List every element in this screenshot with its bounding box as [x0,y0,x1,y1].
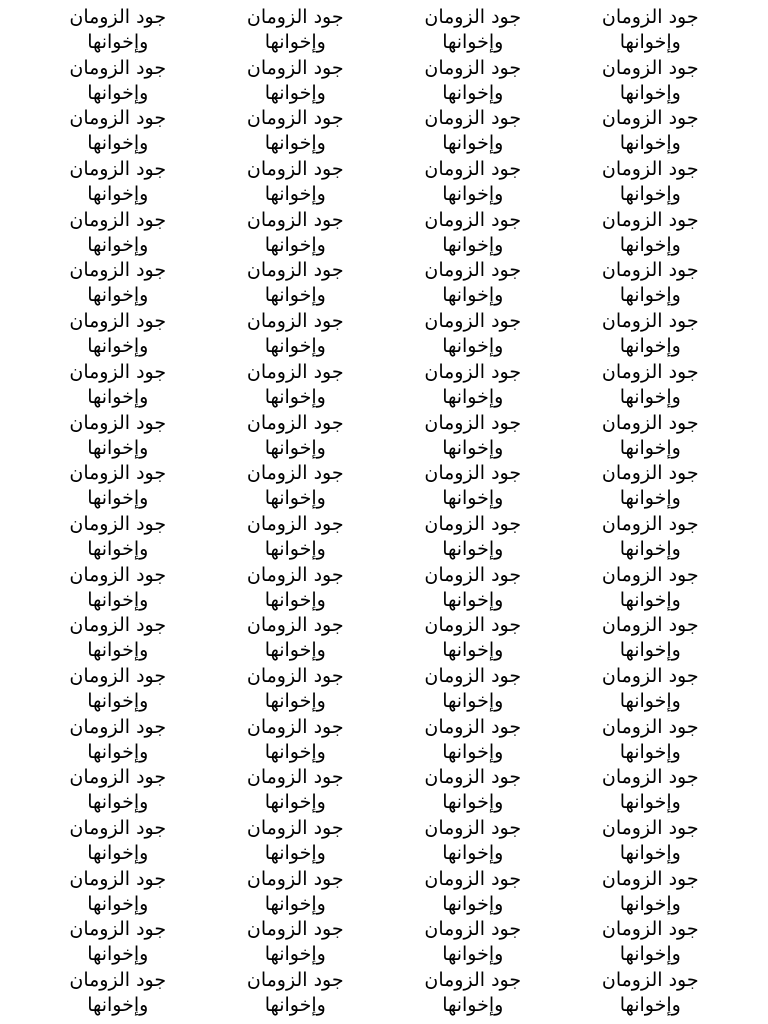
label-name-line: جود الزومان [424,664,522,687]
label-suffix-line: وإخوانها [264,81,326,104]
address-label [562,208,740,259]
label-name-line: جود الزومان [424,6,522,28]
label-suffix-line: وإخوانها [264,31,326,53]
label-name-line: جود الزومان [246,310,344,333]
label-name-line: جود الزومان [601,6,699,28]
address-label [207,208,385,259]
address-label [29,563,207,614]
address-label [562,157,740,208]
label-sheet [29,5,739,1019]
address-label [207,411,385,462]
address-label [562,917,740,968]
label-suffix-line: وإخوانها [264,385,326,408]
label-name-line: جود الزومان [69,867,167,890]
label-suffix-line: وإخوانها [619,994,681,1017]
address-label [384,360,562,411]
label-name-line: جود الزومان [69,158,167,181]
address-label [562,5,740,56]
address-label [562,106,740,157]
label-suffix-line: وإخوانها [442,81,504,104]
address-label [562,867,740,918]
address-label [384,5,562,56]
label-name-line: جود الزومان [601,512,699,535]
label-suffix-line: وإخوانها [442,385,504,408]
label-suffix-line: وإخوانها [87,335,149,358]
address-label [29,157,207,208]
label-name-line: جود الزومان [424,969,522,992]
label-name-line: جود الزومان [424,158,522,181]
label-name-line: جود الزومان [246,867,344,890]
label-name-line: جود الزومان [424,310,522,333]
label-name-line: جود الزومان [246,614,344,637]
address-label [384,765,562,816]
address-label [562,512,740,563]
label-name-line: جود الزومان [246,512,344,535]
label-suffix-line: وإخوانها [619,537,681,560]
label-name-line: جود الزومان [601,208,699,231]
label-suffix-line: وإخوانها [442,689,504,712]
label-name-line: جود الزومان [69,715,167,738]
address-label [384,968,562,1019]
label-name-line: جود الزومان [246,462,344,485]
label-name-line: جود الزومان [246,259,344,282]
label-name-line: جود الزومان [424,360,522,383]
label-suffix-line: وإخوانها [264,994,326,1017]
address-label [562,613,740,664]
address-label [207,5,385,56]
label-name-line: جود الزومان [246,411,344,434]
label-suffix-line: وإخوانها [264,639,326,662]
address-label [384,461,562,512]
label-suffix-line: وإخوانها [619,639,681,662]
label-suffix-line: وإخوانها [264,436,326,459]
address-label [207,563,385,614]
label-suffix-line: وإخوانها [264,183,326,206]
label-name-line: جود الزومان [424,563,522,586]
label-suffix-line: وإخوانها [442,233,504,256]
label-name-line: جود الزومان [601,411,699,434]
label-name-line: جود الزومان [601,462,699,485]
label-suffix-line: وإخوانها [619,183,681,206]
label-suffix-line: وإخوانها [619,740,681,763]
address-label [29,258,207,309]
label-name-line: جود الزومان [601,56,699,79]
label-suffix-line: وإخوانها [442,436,504,459]
label-suffix-line: وإخوانها [264,537,326,560]
address-label [562,258,740,309]
label-name-line: جود الزومان [601,918,699,941]
label-name-line: جود الزومان [69,107,167,130]
label-suffix-line: وإخوانها [619,284,681,307]
address-label [384,664,562,715]
label-name-line: جود الزومان [246,918,344,941]
label-name-line: جود الزومان [69,918,167,941]
label-name-line: جود الزومان [424,107,522,130]
label-name-line: جود الزومان [246,158,344,181]
label-name-line: جود الزومان [246,766,344,789]
address-label [562,411,740,462]
label-suffix-line: وإخوانها [264,842,326,864]
label-suffix-line: وإخوانها [264,132,326,155]
address-label [384,106,562,157]
label-name-line: جود الزومان [601,664,699,687]
address-label [29,715,207,766]
label-suffix-line: وإخوانها [264,791,326,814]
label-suffix-line: وإخوانها [442,537,504,560]
label-suffix-line: وإخوانها [619,81,681,104]
label-suffix-line: وإخوانها [87,183,149,206]
label-suffix-line: وإخوانها [264,943,326,966]
address-label [562,360,740,411]
label-name-line: جود الزومان [424,411,522,434]
label-suffix-line: وإخوانها [619,892,681,915]
label-suffix-line: وإخوانها [87,892,149,915]
label-suffix-line: وإخوانها [264,335,326,358]
label-suffix-line: وإخوانها [619,487,681,510]
label-suffix-line: وإخوانها [87,588,149,611]
label-name-line: جود الزومان [69,766,167,789]
address-label [562,309,740,360]
label-suffix-line: وإخوانها [87,943,149,966]
label-name-line: جود الزومان [69,310,167,333]
label-name-line: جود الزومان [69,969,167,992]
label-suffix-line: وإخوانها [442,487,504,510]
label-suffix-line: وإخوانها [87,81,149,104]
address-label [29,867,207,918]
label-name-line: جود الزومان [69,360,167,383]
label-name-line: جود الزومان [601,360,699,383]
label-name-line: جود الزومان [69,614,167,637]
label-suffix-line: وإخوانها [87,487,149,510]
label-suffix-line: وإخوانها [87,994,149,1017]
label-suffix-line: وإخوانها [442,335,504,358]
address-label [562,816,740,867]
label-name-line: جود الزومان [424,614,522,637]
address-label [562,664,740,715]
label-suffix-line: وإخوانها [87,284,149,307]
label-name-line: جود الزومان [69,411,167,434]
label-name-line: جود الزومان [246,817,344,839]
address-label [384,208,562,259]
label-name-line: جود الزومان [69,6,167,28]
address-label [29,917,207,968]
address-label [384,56,562,107]
label-name-line: جود الزومان [601,817,699,839]
address-label [29,411,207,462]
label-name-line: جود الزومان [69,512,167,535]
label-suffix-line: وإخوانها [87,233,149,256]
address-label [384,309,562,360]
label-name-line: جود الزومان [424,715,522,738]
label-suffix-line: وإخوانها [87,639,149,662]
label-name-line: جود الزومان [69,208,167,231]
address-label [384,917,562,968]
address-label [207,715,385,766]
label-name-line: جود الزومان [246,969,344,992]
label-name-line: جود الزومان [69,462,167,485]
label-suffix-line: وإخوانها [442,639,504,662]
address-label [207,765,385,816]
label-name-line: جود الزومان [246,563,344,586]
label-suffix-line: وإخوانها [87,740,149,763]
address-label [207,461,385,512]
label-suffix-line: وإخوانها [87,842,149,864]
label-name-line: جود الزومان [601,158,699,181]
label-suffix-line: وإخوانها [442,284,504,307]
address-label [384,867,562,918]
label-suffix-line: وإخوانها [619,842,681,864]
address-label [29,968,207,1019]
label-name-line: جود الزومان [246,107,344,130]
address-label [29,765,207,816]
label-name-line: جود الزومان [601,614,699,637]
label-name-line: جود الزومان [246,6,344,28]
address-label [29,664,207,715]
address-label [29,613,207,664]
address-label [207,917,385,968]
address-label [384,411,562,462]
address-label [29,309,207,360]
label-name-line: جود الزومان [601,867,699,890]
address-label [384,613,562,664]
label-suffix-line: وإخوانها [264,892,326,915]
address-label [29,5,207,56]
label-suffix-line: وإخوانها [619,132,681,155]
label-suffix-line: وإخوانها [442,183,504,206]
label-suffix-line: وإخوانها [264,284,326,307]
label-name-line: جود الزومان [69,817,167,839]
label-suffix-line: وإخوانها [442,132,504,155]
label-suffix-line: وإخوانها [619,335,681,358]
label-suffix-line: وإخوانها [442,842,504,864]
label-suffix-line: وإخوانها [264,689,326,712]
address-label [207,258,385,309]
address-label [384,512,562,563]
label-suffix-line: وإخوانها [619,436,681,459]
address-label [29,816,207,867]
label-suffix-line: وإخوانها [619,588,681,611]
address-label [207,867,385,918]
address-label [562,461,740,512]
label-suffix-line: وإخوانها [619,791,681,814]
label-name-line: جود الزومان [601,107,699,130]
label-suffix-line: وإخوانها [442,943,504,966]
label-name-line: جود الزومان [69,563,167,586]
address-label [207,157,385,208]
label-suffix-line: وإخوانها [87,791,149,814]
address-label [29,360,207,411]
label-suffix-line: وإخوانها [442,588,504,611]
label-suffix-line: وإخوانها [442,892,504,915]
address-label [207,664,385,715]
label-suffix-line: وإخوانها [442,791,504,814]
label-suffix-line: وإخوانها [619,31,681,53]
label-suffix-line: وإخوانها [87,385,149,408]
address-label [29,56,207,107]
label-suffix-line: وإخوانها [619,233,681,256]
label-name-line: جود الزومان [246,664,344,687]
label-name-line: جود الزومان [246,360,344,383]
label-name-line: جود الزومان [424,817,522,839]
address-label [562,56,740,107]
label-name-line: جود الزومان [424,918,522,941]
label-suffix-line: وإخوانها [619,689,681,712]
label-suffix-line: وإخوانها [442,740,504,763]
address-label [207,613,385,664]
label-name-line: جود الزومان [246,715,344,738]
label-suffix-line: وإخوانها [264,233,326,256]
address-label [207,106,385,157]
address-label [29,208,207,259]
label-suffix-line: وإخوانها [87,31,149,53]
address-label [207,360,385,411]
label-suffix-line: وإخوانها [87,689,149,712]
label-name-line: جود الزومان [69,56,167,79]
address-label [207,309,385,360]
label-name-line: جود الزومان [424,208,522,231]
address-label [207,56,385,107]
address-label [29,512,207,563]
address-label [384,715,562,766]
label-suffix-line: وإخوانها [619,385,681,408]
address-label [562,563,740,614]
label-name-line: جود الزومان [601,969,699,992]
label-name-line: جود الزومان [601,563,699,586]
label-suffix-line: وإخوانها [264,740,326,763]
label-name-line: جود الزومان [424,259,522,282]
label-name-line: جود الزومان [69,664,167,687]
address-label [562,715,740,766]
label-name-line: جود الزومان [246,56,344,79]
address-label [207,512,385,563]
label-name-line: جود الزومان [246,208,344,231]
label-name-line: جود الزومان [601,766,699,789]
label-suffix-line: وإخوانها [87,537,149,560]
label-suffix-line: وإخوانها [442,994,504,1017]
label-name-line: جود الزومان [601,310,699,333]
address-label [384,258,562,309]
label-name-line: جود الزومان [424,56,522,79]
label-suffix-line: وإخوانها [87,436,149,459]
address-label [384,816,562,867]
label-name-line: جود الزومان [424,462,522,485]
label-suffix-line: وإخوانها [264,588,326,611]
address-label [29,461,207,512]
label-name-line: جود الزومان [424,512,522,535]
label-suffix-line: وإخوانها [264,487,326,510]
address-label [29,106,207,157]
label-suffix-line: وإخوانها [619,943,681,966]
address-label [384,563,562,614]
address-label [207,968,385,1019]
label-name-line: جود الزومان [69,259,167,282]
address-label [562,765,740,816]
address-label [207,816,385,867]
address-label [384,157,562,208]
label-name-line: جود الزومان [424,766,522,789]
label-name-line: جود الزومان [601,715,699,738]
label-suffix-line: وإخوانها [87,132,149,155]
label-name-line: جود الزومان [424,867,522,890]
label-name-line: جود الزومان [601,259,699,282]
label-suffix-line: وإخوانها [442,31,504,53]
address-label [562,968,740,1019]
